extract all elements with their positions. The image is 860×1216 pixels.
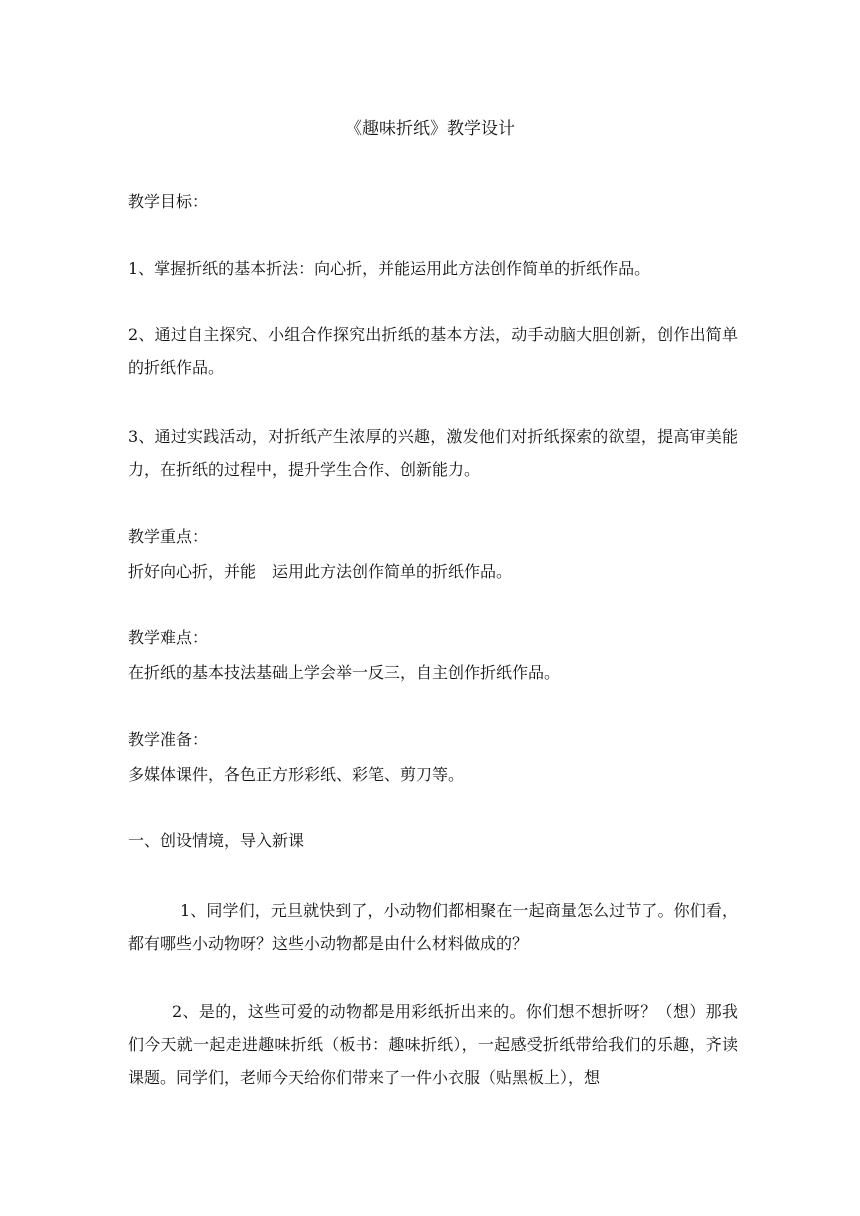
difficulty-text: 在折纸的基本技法基础上学会举一反三，自主创作折纸作品。 [128, 663, 561, 682]
section-1-paragraph-1: 1、同学们，元旦就快到了，小动物们都相聚在一起商量怎么过节了。你们看，都有哪些小动物呀？这些小动物都是由什么材料做成的？ [128, 901, 738, 953]
difficulty-heading: 教学难点： [128, 628, 209, 647]
objective-3: 3、通过实践活动，对折纸产生浓厚的兴趣，激发他们对折纸探索的欲望，提高审美能力，在折纸的过程中，提升学生合作、创新能力。 [128, 427, 738, 479]
objective-1: 1、掌握折纸的基本折法：向心折，并能运用此方法创作简单的折纸作品。 [128, 259, 651, 278]
preparation-text: 多媒体课件，各色正方形彩纸、彩笔、剪刀等。 [128, 765, 465, 784]
section-1-paragraph-2: 2、是的，这些可爱的动物都是用彩纸折出来的。你们想不想折呀？（想）那我们今天就一起走进趣味折纸（板书：趣味折纸），一起感受折纸带给我们的乐趣，齐读课题。同学们，老师今天给你们带来了一件小衣服（贴黑板上），想 [128, 1002, 738, 1087]
key-point-text: 折好向心折，并能 运用此方法创作简单的折纸作品。 [128, 562, 513, 581]
section-1-heading: 一、创设情境，导入新课 [128, 831, 305, 850]
document-title: 《趣味折纸》教学设计 [345, 119, 515, 139]
objective-2: 2、通过自主探究、小组合作探究出折纸的基本方法，动手动脑大胆创新，创作出简单的折纸作品。 [128, 325, 738, 377]
preparation-heading: 教学准备： [128, 730, 209, 749]
key-point-heading: 教学重点： [128, 527, 209, 546]
objectives-heading: 教学目标： [128, 192, 209, 211]
